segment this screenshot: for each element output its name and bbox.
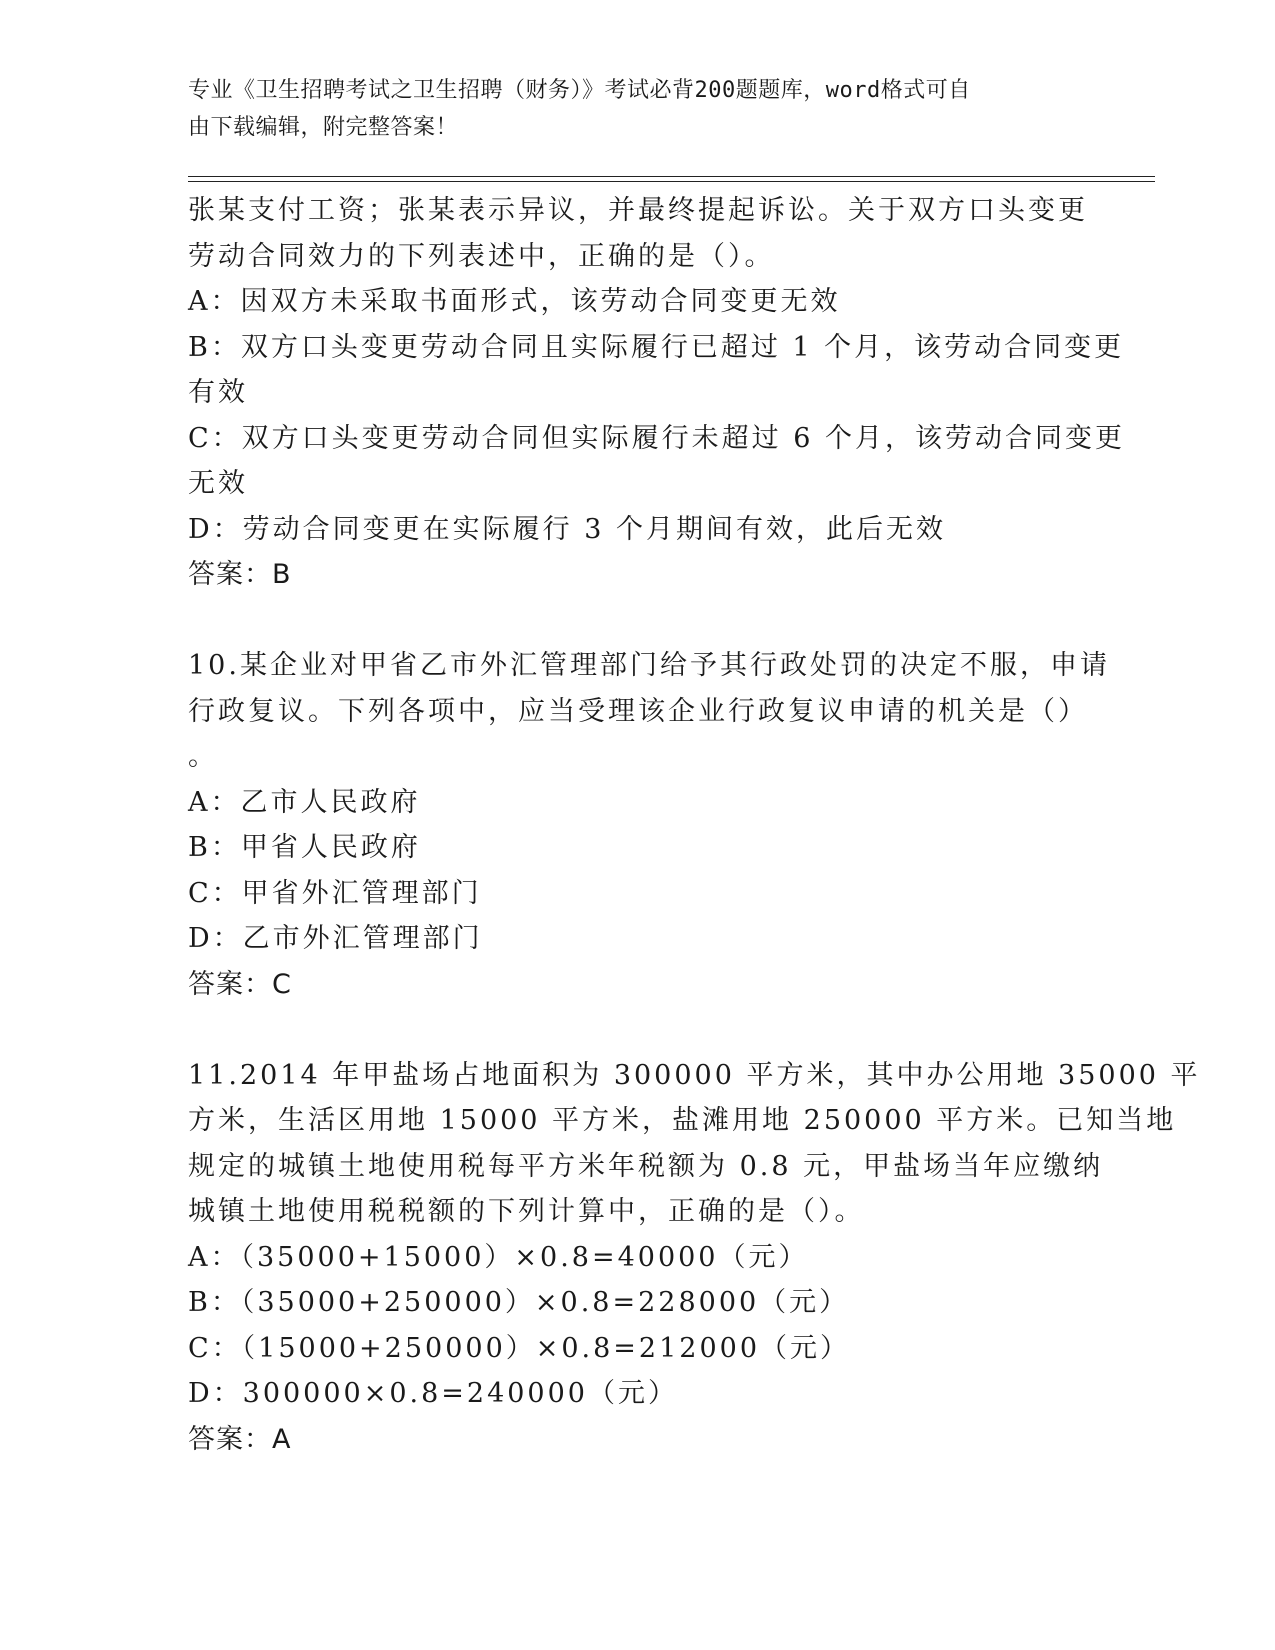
question-11 xyxy=(188,1053,1201,1463)
option-d: D：劳动合同变更在实际履行 3 个月期间有效，此后无效 xyxy=(188,513,946,545)
question-stem-line: 张某支付工资；张某表示异议，并最终提起诉讼。关于双方口头变更 xyxy=(188,195,1088,226)
option-d: D：300000×0.8=240000（元） xyxy=(188,1378,678,1409)
question-10 xyxy=(188,643,1110,1007)
answer-label: 答案：B xyxy=(188,559,292,590)
spacer xyxy=(188,1007,1088,1053)
option-c: C：双方口头变更劳动合同但实际履行未超过 6 个月，该劳动合同变更 xyxy=(188,422,1126,454)
question-stem-line: 劳动合同效力的下列表述中，正确的是（）。 xyxy=(188,240,775,272)
question-9 xyxy=(188,188,1126,598)
option-d: D：乙市外汇管理部门 xyxy=(188,923,483,954)
answer-label: 答案：C xyxy=(188,968,292,1000)
option-b-cont: 有效 xyxy=(188,377,248,408)
header-divider-top xyxy=(188,176,1155,177)
spacer xyxy=(188,598,1088,644)
header-line-1: 专业《卫生招聘考试之卫生招聘（财务）》考试必背200题题库，word格式可自 xyxy=(188,78,971,103)
question-stem-line: 10.某企业对甲省乙市外汇管理部门给予其行政处罚的决定不服，申请 xyxy=(188,650,1110,681)
answer-label: 答案：A xyxy=(188,1423,292,1455)
option-a: A：乙市人民政府 xyxy=(188,786,421,818)
option-a: A：因双方未采取书面形式，该劳动合同变更无效 xyxy=(188,286,841,317)
option-c-cont: 无效 xyxy=(188,468,248,499)
option-c: C：（15000+250000）×0.8=212000（元） xyxy=(188,1332,850,1364)
option-a: A：（35000+15000）×0.8=40000（元） xyxy=(188,1241,809,1273)
question-stem-line: 城镇土地使用税税额的下列计算中，正确的是（）。 xyxy=(188,1196,865,1227)
document-body xyxy=(188,188,1201,1462)
header-line-2: 由下载编辑，附完整答案！ xyxy=(188,115,459,140)
option-b: B：双方口头变更劳动合同且实际履行已超过 1 个月，该劳动合同变更 xyxy=(188,331,1125,363)
option-c: C：甲省外汇管理部门 xyxy=(188,877,482,909)
question-stem-line: 方米，生活区用地 15000 平方米，盐滩用地 250000 平方米。已知当地 xyxy=(188,1105,1177,1136)
header-divider-bottom xyxy=(188,181,1155,182)
option-b: B：甲省人民政府 xyxy=(188,832,421,863)
question-stem-line: 。 xyxy=(188,741,218,772)
question-stem-line: 行政复议。下列各项中，应当受理该企业行政复议申请的机关是（） xyxy=(188,695,1088,727)
question-stem-line: 11.2014 年甲盐场占地面积为 300000 平方米，其中办公用地 35000 平 xyxy=(188,1059,1201,1091)
question-stem-line: 规定的城镇土地使用税每平方米年税额为 0.8 元，甲盐场当年应缴纳 xyxy=(188,1150,1104,1182)
document-header xyxy=(188,72,1068,146)
option-b: B：（35000+250000）×0.8=228000（元） xyxy=(188,1287,850,1318)
